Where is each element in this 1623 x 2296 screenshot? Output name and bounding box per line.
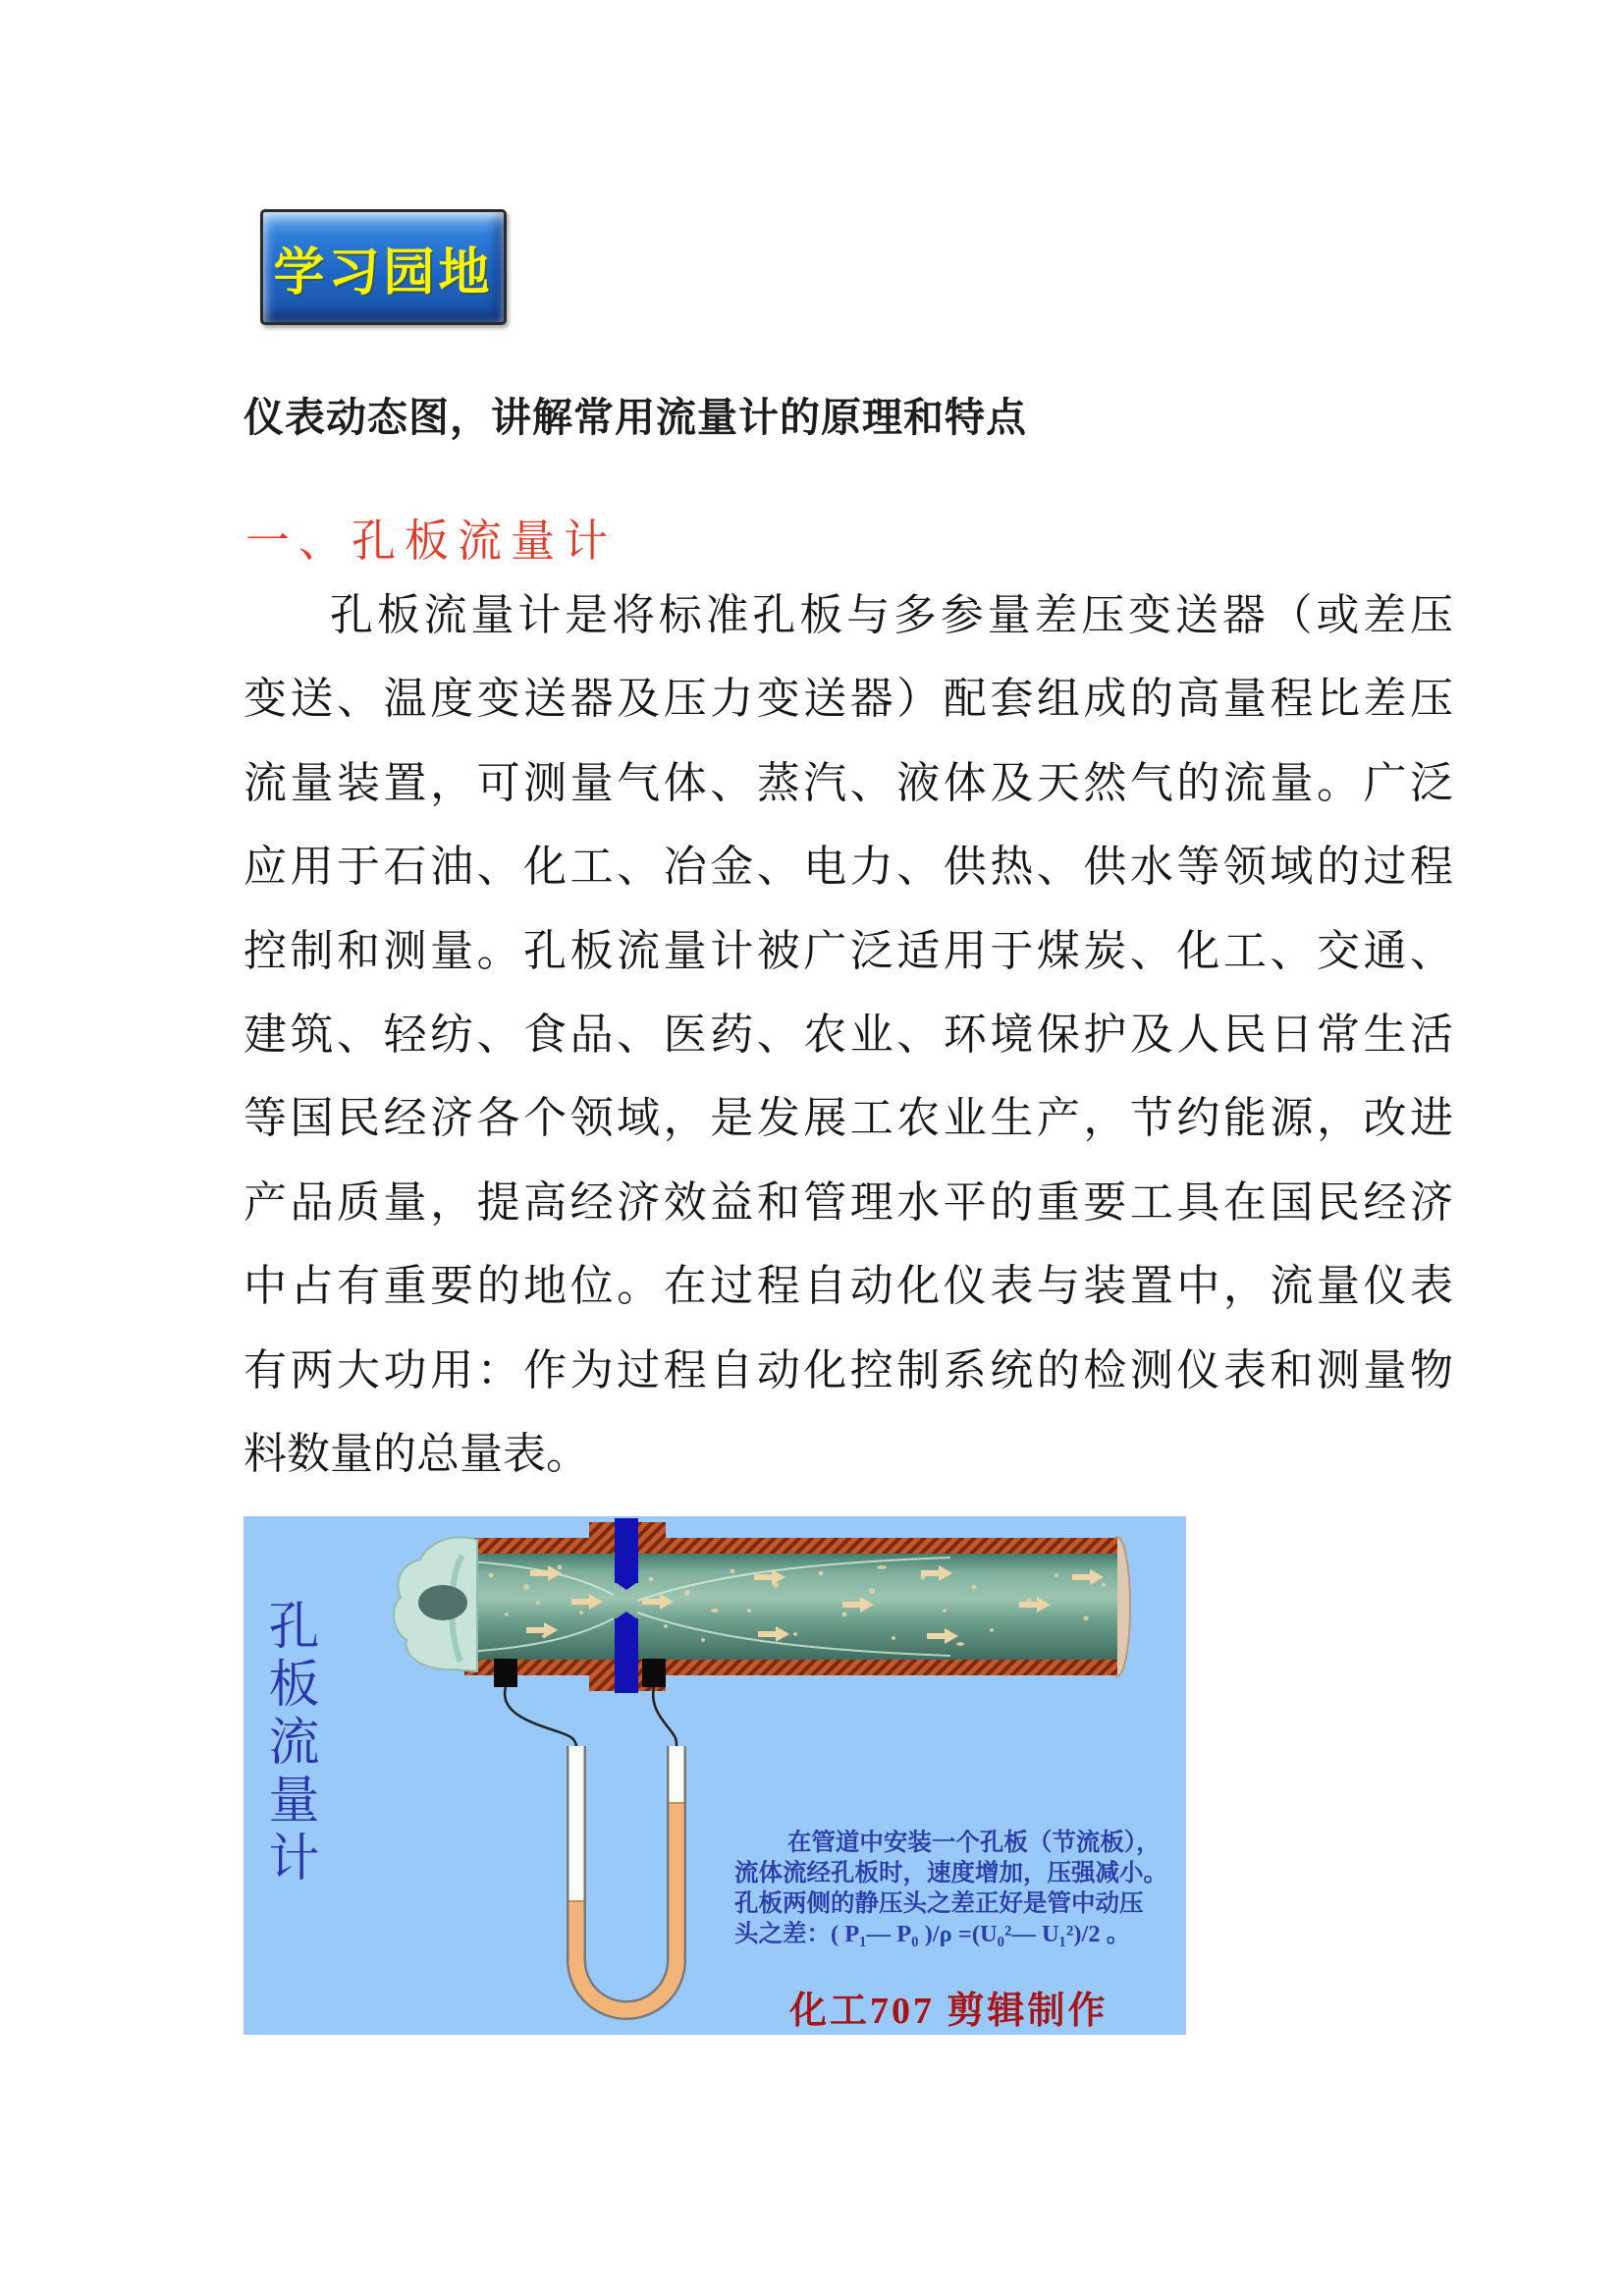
figure-note-line: 流体流经孔板时，速度增加，压强减小。 <box>734 1860 1167 1886</box>
article-body <box>243 574 1453 1496</box>
body-line: 建筑、轻纺、食品、医药、农业、环境保护及人民日常生活 <box>243 1010 1453 1059</box>
orifice-flowmeter-diagram <box>243 1516 1186 2035</box>
pipe-broken-end <box>394 1537 477 1671</box>
body-line: 中占有重要的地位。在过程自动化仪表与装置中，流量仪表 <box>243 1262 1453 1311</box>
badge-label: 学习园地 <box>273 245 494 301</box>
figure-note <box>734 1828 1176 1949</box>
body-line: 等国民经济各个领域，是发展工农业生产，节约能源，改进 <box>243 1094 1453 1143</box>
pipe <box>394 1537 1130 1676</box>
body-line: 有两大功用：作为过程自动化控制系统的检测仪表和测量物 <box>243 1345 1453 1394</box>
body-line: 料数量的总量表。 <box>243 1429 589 1478</box>
figure-credit: 化工707 剪辑制作 <box>789 1991 1109 2032</box>
body-line: 流量装置，可测量气体、蒸汽、液体及天然气的流量。广泛 <box>243 758 1453 807</box>
body-line: 变送、温度变送器及压力变送器）配套组成的高量程比差压 <box>243 675 1453 724</box>
article-title: 仪表动态图，讲解常用流量计的原理和特点 <box>243 395 1027 440</box>
orifice-flowmeter-figure <box>243 1516 1186 2035</box>
body-line: 应用于石油、化工、冶金、电力、供热、供水等领域的过程 <box>243 843 1453 892</box>
learning-corner-badge <box>260 209 507 325</box>
u-tube-manometer <box>569 1746 684 2010</box>
body-line: 孔板流量计是将标准孔板与多参量差压变送器（或差压 <box>330 591 1453 639</box>
section-heading: 一、孔板流量计 <box>245 517 618 566</box>
figure-note-line: 孔板两侧的静压头之差正好是管中动压 <box>734 1890 1144 1917</box>
body-line: 产品质量，提高经济效益和管理水平的重要工具在国民经济 <box>243 1177 1453 1227</box>
figure-note-line: 头之差：( P₁— P₀ )/ρ =(U₀²— U₁²)/2 。 <box>734 1921 1131 1947</box>
body-line: 控制和测量。孔板流量计被广泛适用于煤炭、化工、交通、 <box>243 926 1453 975</box>
figure-note-line: 在管道中安装一个孔板（节流板）， <box>786 1830 1161 1856</box>
figure-vertical-title: 孔板流量计 <box>260 1599 316 1888</box>
tap-wires <box>505 1687 676 1746</box>
